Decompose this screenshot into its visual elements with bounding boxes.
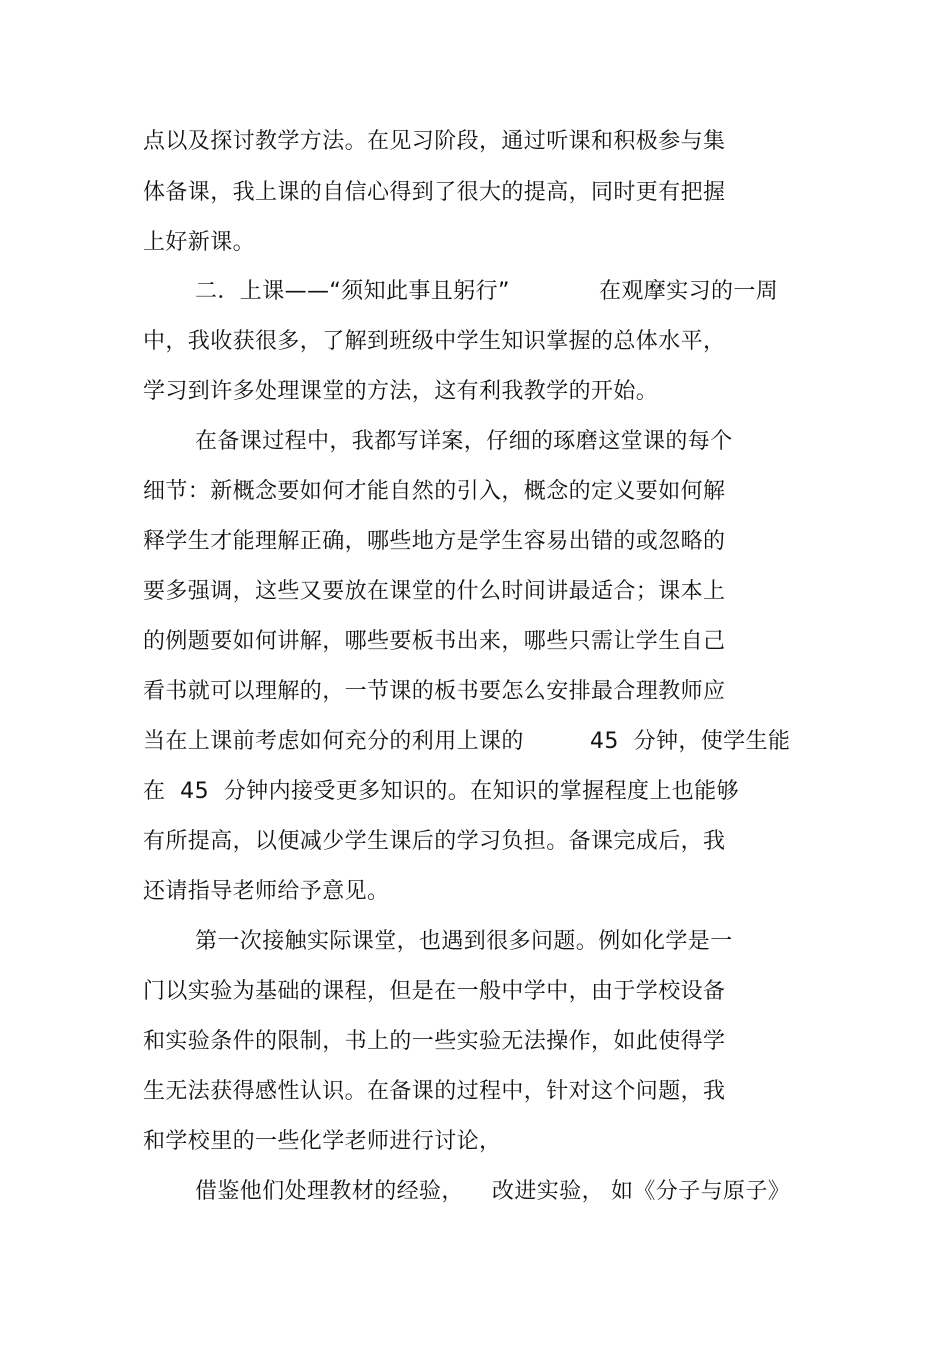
text-line: 改进实验，: [492, 1179, 605, 1204]
text-line: 看书就可以理解的，一节课的板书要怎么安排最合理教师应: [143, 679, 726, 704]
text-line: 的例题要如何讲解，哪些要板书出来，哪些只需让学生自己: [143, 629, 726, 654]
text-line: 点以及探讨教学方法。在见习阶段，通过听课和积极参与集: [143, 129, 726, 154]
text-line: 还请指导老师给予意见。: [143, 879, 390, 904]
text-line: 第一次接触实际课堂，也遇到很多问题。例如化学是一: [195, 929, 733, 954]
text-line: 借鉴他们处理教材的经验，: [195, 1179, 464, 1204]
text-line: 门以实验为基础的课程，但是在一般中学中，由于学校设备: [143, 979, 726, 1004]
text-line: 有所提高，以便减少学生课后的学习负担。备课完成后，我: [143, 829, 726, 854]
text-line: 当在上课前考虑如何充分的利用上课的: [143, 729, 524, 754]
text-line: 和学校里的一些化学老师进行讨论，: [143, 1129, 502, 1154]
text-line: 45 分钟，使学生能: [590, 729, 791, 754]
text-line: 和实验条件的限制，书上的一些实验无法操作，如此使得学: [143, 1029, 726, 1054]
text-line: 如《分子与原子》: [611, 1179, 791, 1204]
text-line: 细节：新概念要如何才能自然的引入，概念的定义要如何解: [143, 479, 726, 504]
text-line: 体备课，我上课的自信心得到了很大的提高，同时更有把握: [143, 180, 726, 205]
text-line: 上好新课。: [143, 230, 256, 255]
text-line: 学习到许多处理课堂的方法，这有利我教学的开始。: [143, 379, 659, 404]
text-line: 在观摩实习的一周: [599, 279, 779, 304]
text-line: 中，我收获很多，了解到班级中学生知识掌握的总体水平，: [143, 329, 726, 354]
text-line: 生无法获得感性认识。在备课的过程中，针对这个问题，我: [143, 1079, 726, 1104]
text-line: 在备课过程中，我都写详案，仔细的琢磨这堂课的每个: [195, 429, 733, 454]
text-line: 要多强调，这些又要放在课堂的什么时间讲最适合；课本上: [143, 579, 726, 604]
text-line: 在 45 分钟内接受更多知识的。在知识的掌握程度上也能够: [143, 779, 739, 804]
section-heading: 二．上课——“须知此事且躬行”: [195, 279, 510, 304]
text-line: 释学生才能理解正确，哪些地方是学生容易出错的或忽略的: [143, 529, 726, 554]
